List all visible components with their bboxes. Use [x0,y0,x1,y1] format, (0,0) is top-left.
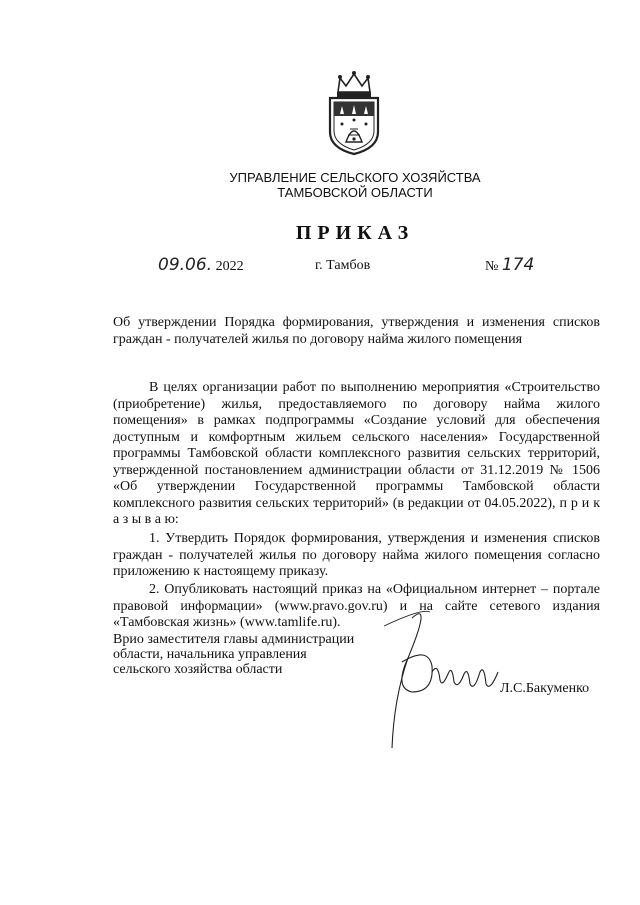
order-preamble: В целях организации работ по выполнению мероприятия «Строительство (приобретение) жилья, предоставляемого по договору найма жилого помещения» в рамках подпрограммы «Создание условий для обеспечения доступным и комфортным жильем сельского населения» Государственной программы Тамбовской области комплексного развития сельских территорий, утвержденной постановлением администрации области от 31.12.2019 № 1506 «Об утверждении Государственной программы Тамбовской области комплексного развития сельских территорий» (в редакции от 04.05.2022), п р и к а з ы в а ю: [113,380,600,527]
document-title: ПРИКАЗ [295,222,415,244]
handwritten-number: 174 [501,255,535,275]
order-item-2: 2. Опубликовать настоящий приказ на «Официальном интернет – портале правовой информации» (www.pravo.gov.ru) и на сайте сетевого издания «Тамбовская жизнь» (www.tamlife.ru). [113,582,600,630]
order-item-1: 1. Утвердить Порядок формирования, утверждения и изменения списков граждан - получателей жилья по договору найма жилого помещения согласно приложению к настоящему приказу. [113,531,600,579]
handwritten-date: 09.06. [158,255,213,275]
order-year: 2022 [215,259,244,274]
order-subject: Об утверждении Порядка формирования, утверждения и изменения списков граждан - получателей жилья по договору найма жилого помещения [113,315,600,347]
signer-name: Л.С.Бакуменко [500,681,590,696]
coat-of-arms-icon [326,70,382,156]
signer-position-line1: Врио заместителя главы администрации [113,632,355,647]
org-name-line1: УПРАВЛЕНИЕ СЕЛЬСКОГО ХОЗЯЙСТВА [229,170,481,185]
handwritten-signature-icon [372,588,502,760]
signer-position-line2: области, начальника управления [113,647,307,662]
number-label: № [485,259,499,274]
signer-position [113,632,354,677]
order-city: г. Тамбов [315,258,371,273]
org-name-line2: ТАМБОВСКОЙ ОБЛАСТИ [277,185,433,200]
order-number [485,255,534,275]
order-date [158,255,244,275]
signer-position-line3: сельского хозяйства области [113,662,283,677]
